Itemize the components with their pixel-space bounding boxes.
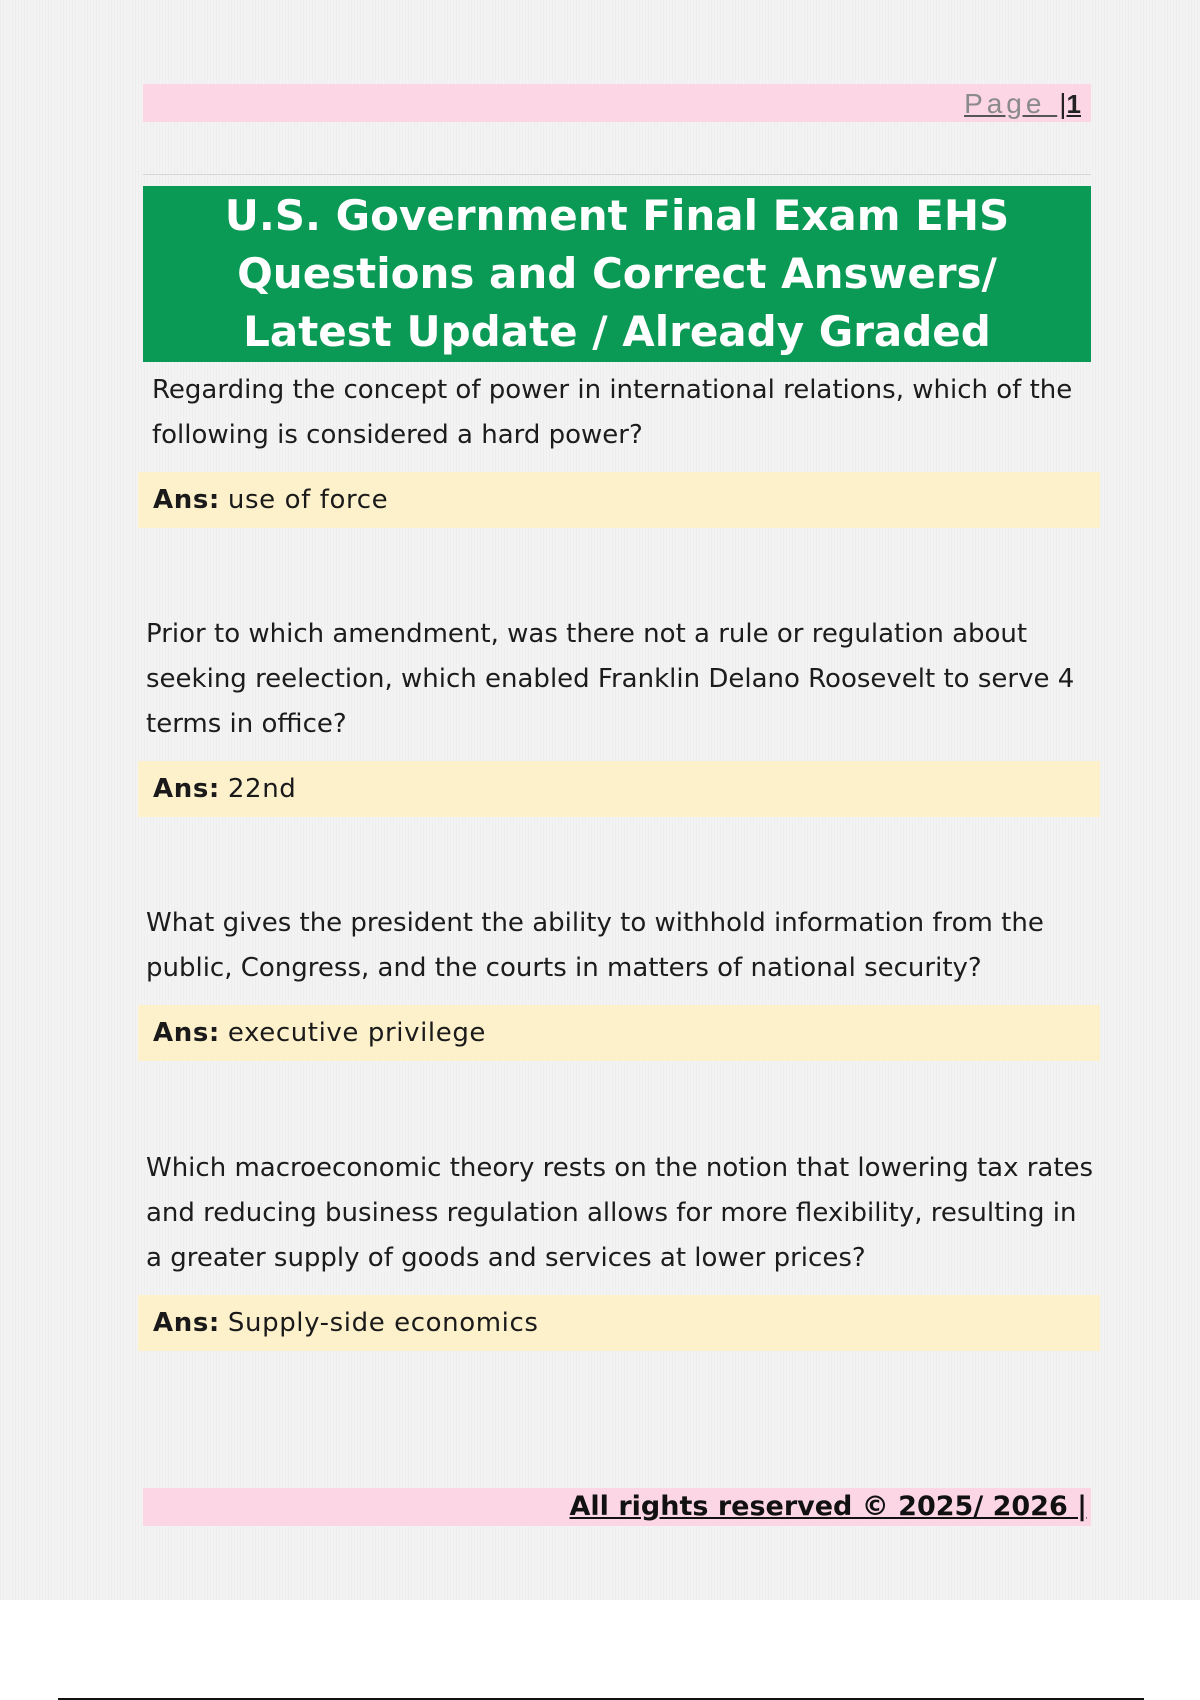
question-text: Prior to which amendment, was there not a rule or regulation about seeking reelection, which enabled Franklin Delano Roosevelt to serve 4 terms in office? — [146, 619, 1075, 739]
answer-label: Ans: — [153, 774, 220, 804]
copyright-notice: All rights reserved © 2025/ 2026 | — [569, 1491, 1087, 1522]
answer-label: Ans: — [153, 1018, 220, 1048]
qa-item — [145, 1146, 1095, 1351]
page-number-label — [964, 88, 1081, 120]
document-title: U.S. Government Final Exam EHS Questions and Correct Answers/ Latest Update / Already Graded — [224, 191, 1010, 356]
page-number: 1 — [1066, 89, 1081, 119]
answer-box — [138, 761, 1100, 817]
answer-box — [138, 472, 1100, 528]
answer-text: executive privilege — [227, 1018, 487, 1048]
answer-text: 22nd — [227, 774, 297, 804]
document-title-banner — [143, 186, 1091, 362]
qa-item — [145, 368, 1095, 528]
answer-box — [138, 1005, 1100, 1061]
page-label-text: Page — [964, 88, 1046, 119]
question-text: Regarding the concept of power in international relations, which of the following is considered a hard power? — [152, 375, 1073, 450]
answer-label: Ans: — [153, 485, 220, 515]
question-text: Which macroeconomic theory rests on the notion that lowering tax rates and reducing business regulation allows for more flexibility, resulting in a greater supply of goods and services at lower prices? — [146, 1153, 1094, 1273]
answer-text: Supply-side economics — [227, 1308, 539, 1338]
question-text: What gives the president the ability to withhold information from the public, Congress, and the courts in matters of national security? — [146, 908, 1044, 983]
answer-text: use of force — [227, 485, 389, 515]
page-separator: | — [1059, 88, 1067, 119]
header-divider — [143, 174, 1091, 175]
page-footer — [143, 1488, 1091, 1526]
answer-label: Ans: — [153, 1308, 220, 1338]
answer-box — [138, 1295, 1100, 1351]
qa-item — [145, 612, 1095, 817]
page-header — [143, 84, 1091, 122]
qa-item — [145, 901, 1095, 1061]
